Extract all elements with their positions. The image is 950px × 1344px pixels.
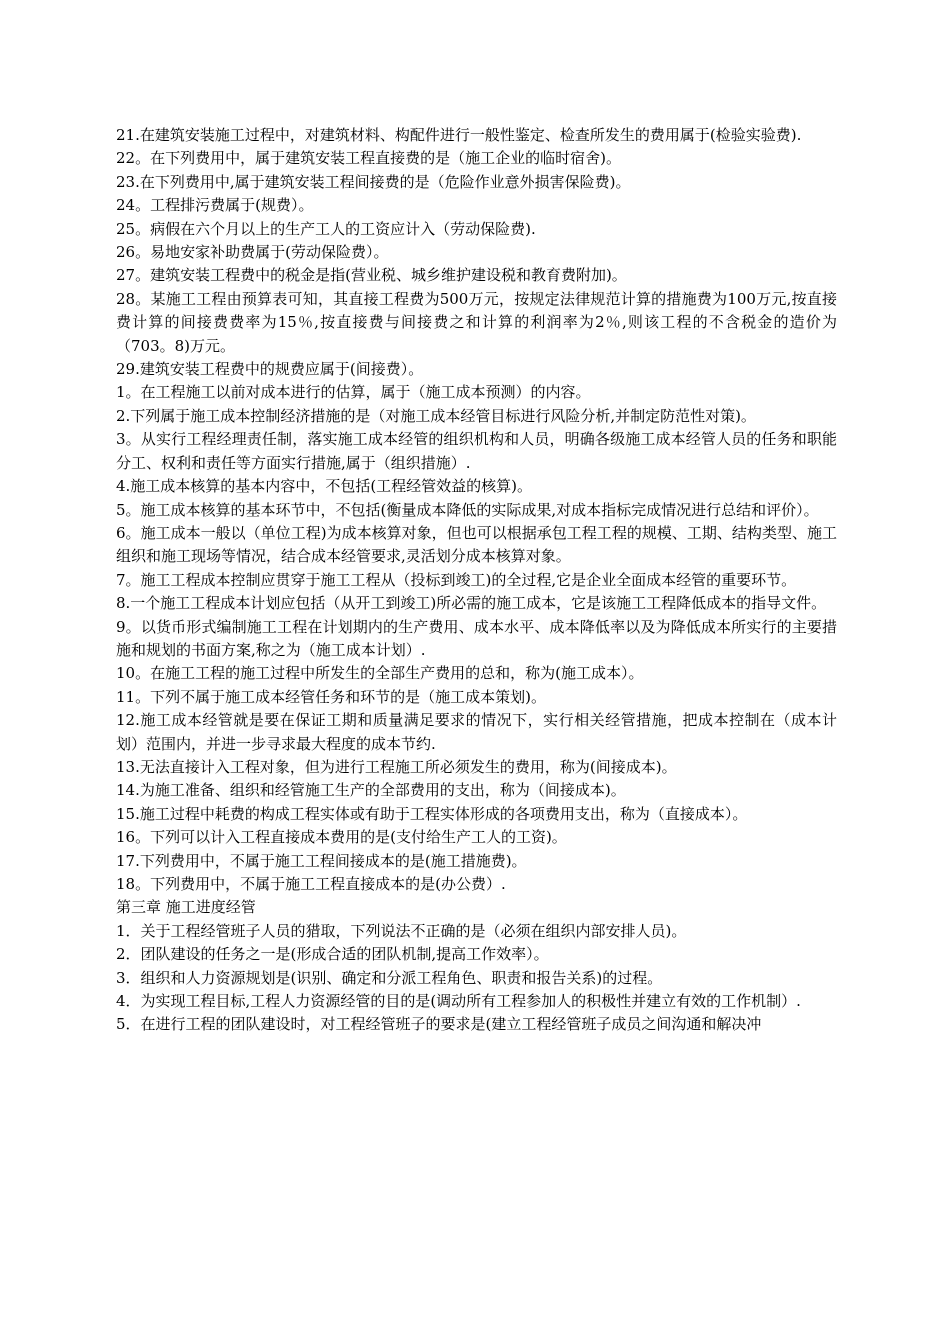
- paragraph: 25。病假在六个月以上的生产工人的工资应计入（劳动保险费).: [116, 219, 536, 238]
- paragraph: 29.建筑安装工程费中的规费应属于(间接费）。: [116, 360, 424, 379]
- paragraph: 24。工程排污费属于(规费）。: [116, 196, 314, 215]
- paragraph: 26。易地安家补助费属于(劳动保险费）。: [116, 243, 389, 262]
- paragraph: 3．组织和人力资源规划是(识别、确定和分派工程角色、职责和报告关系)的过程。: [116, 968, 663, 987]
- paragraph: 8.一个施工工程成本计划应包括（从开工到竣工)所必需的施工成本，它是该施工工程降低成本的指导文件。: [116, 594, 827, 613]
- paragraph: 6。施工成本一般以（单位工程)为成本核算对象，但也可以根据承包工程工程的规模、工期、结构类型、施工组织和施工现场等情况，结合成本经管要求,灵活划分成本核算对象。: [116, 523, 837, 566]
- paragraph: 18。下列费用中，不属于施工工程直接成本的是(办公费）.: [116, 875, 506, 893]
- paragraph: 2.下列属于施工成本控制经济措施的是（对施工成本经管目标进行风险分析,并制定防范性对策)。: [116, 406, 756, 425]
- paragraph: 3。从实行工程经理责任制，落实施工成本经管的组织机构和人员，明确各级施工成本经管人员的任务和职能分工、权利和责任等方面实行措施,属于（组织措施）.: [116, 430, 837, 472]
- paragraph: 4.施工成本核算的基本内容中，不包括(工程经管效益的核算)。: [116, 477, 533, 496]
- paragraph: 1．关于工程经管班子人员的猎取，下列说法不正确的是（必须在组织内部安排人员)。: [116, 921, 687, 940]
- paragraph: 11。下列不属于施工成本经管任务和环节的是（施工成本策划)。: [116, 687, 546, 706]
- paragraph: 21.在建筑安装施工过程中，对建筑材料、构配件进行一般性鉴定、检查所发生的费用属于(检验实验费).: [116, 126, 802, 144]
- paragraph: 7。施工工程成本控制应贯穿于施工工程从（投标到竣工)的全过程,它是企业全面成本经管的重要环节。: [116, 570, 797, 589]
- paragraph: 16。下列可以计入工程直接成本费用的是(支付给生产工人的工资)。: [116, 828, 567, 847]
- paragraph: 27。建筑安装工程费中的税金是指(营业税、城乡维护建设税和教育费附加)。: [116, 266, 627, 285]
- paragraph: 5．在进行工程的团队建设时，对工程经管班子的要求是(建立工程经管班子成员之间沟通和解决冲: [116, 1015, 762, 1034]
- paragraph: 2．团队建设的任务之一是(形成合适的团队机制,提高工作效率）。: [116, 945, 549, 964]
- paragraph: 23.在下列费用中,属于建筑安装工程间接费的是（危险作业意外损害保险费)。: [116, 172, 631, 191]
- paragraph: 9。以货币形式编制施工工程在计划期内的生产费用、成本水平、成本降低率以及为降低成本所实行的主要措施和规划的书面方案,称之为（施工成本计划）.: [116, 617, 837, 659]
- paragraph: 12.施工成本经管就是要在保证工期和质量满足要求的情况下，实行相关经管措施，把成本控制在（成本计划）范围内，并进一步寻求最大程度的成本节约.: [116, 711, 837, 753]
- paragraph: 1。在工程施工以前对成本进行的估算，属于（施工成本预测）的内容。: [116, 383, 591, 402]
- chapter-heading: 第三章 施工进度经管: [116, 898, 256, 917]
- paragraph: 10。在施工工程的施工过程中所发生的全部生产费用的总和，称为(施工成本）。: [116, 664, 644, 683]
- paragraph: 4．为实现工程目标,工程人力资源经管的目的是(调动所有工程参加人的积极性并建立有效的工作机制）.: [116, 992, 801, 1011]
- paragraph: 5。施工成本核算的基本环节中，不包括(衡量成本降低的实际成果,对成本指标完成情况进行总结和评价）。: [116, 500, 819, 519]
- paragraph: 13.无法直接计入工程对象，但为进行工程施工所必须发生的费用，称为(间接成本)。: [116, 757, 677, 776]
- paragraph: 14.为施工准备、组织和经管施工生产的全部费用的支出，称为（间接成本)。: [116, 781, 626, 800]
- paragraph: 15.施工过程中耗费的构成工程实体或有助于工程实体形成的各项费用支出，称为（直接成本）。: [116, 804, 748, 823]
- paragraph: 28。某施工工程由预算表可知，其直接工程费为500万元，按规定法律规范计算的措施费为100万元,按直接费计算的间接费费率为15％,按直接费与间接费之和计算的利润率为2％,则该工程的不含税金的造价为（703。8)万元。: [116, 289, 837, 355]
- document-page: [116, 124, 837, 1037]
- paragraph: 22。在下列费用中，属于建筑安装工程直接费的是（施工企业的临时宿舍)。: [116, 149, 621, 168]
- paragraph: 17.下列费用中，不属于施工工程间接成本的是(施工措施费)。: [116, 851, 527, 870]
